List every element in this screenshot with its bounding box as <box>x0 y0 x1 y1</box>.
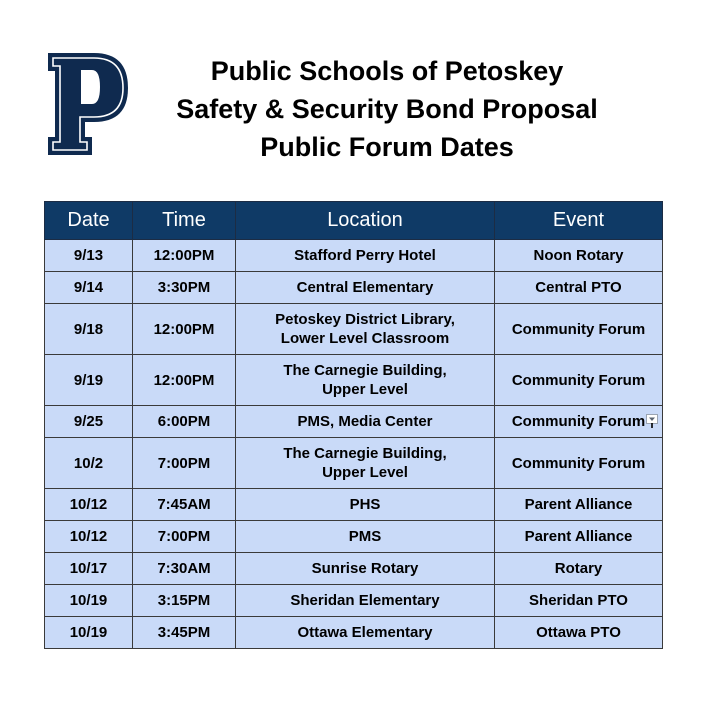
page-title <box>130 52 644 166</box>
title-line-forum-dates: Public Forum Dates <box>260 132 514 162</box>
cell-date: 10/19 <box>45 617 133 649</box>
cell-date: 10/19 <box>45 585 133 617</box>
cell-event: Community Forum <box>495 304 663 355</box>
cell-time: 6:00PM <box>133 406 236 438</box>
cell-event: Community Forum <box>495 355 663 406</box>
header-time: Time <box>133 202 236 240</box>
cell-date: 9/18 <box>45 304 133 355</box>
table-row <box>45 585 663 617</box>
header-event: Event <box>495 202 663 240</box>
cell-event: Sheridan PTO <box>495 585 663 617</box>
cell-event: Ottawa PTO <box>495 617 663 649</box>
cell-time: 12:00PM <box>133 355 236 406</box>
cell-date: 10/12 <box>45 521 133 553</box>
cell-date: 9/13 <box>45 240 133 272</box>
cell-event: Rotary <box>495 553 663 585</box>
cell-location: PMS <box>236 521 495 553</box>
cell-event: Community Forum <box>495 406 663 438</box>
cell-location: PHS <box>236 489 495 521</box>
title-line-proposal: Safety & Security Bond Proposal <box>176 94 598 124</box>
school-logo <box>46 51 130 157</box>
cell-time: 12:00PM <box>133 304 236 355</box>
cell-dropdown-icon[interactable] <box>646 414 658 428</box>
cell-location: Sheridan Elementary <box>236 585 495 617</box>
cell-location: The Carnegie Building, Upper Level <box>236 438 495 489</box>
cell-event: Central PTO <box>495 272 663 304</box>
cell-location: Petoskey District Library, Lower Level Classroom <box>236 304 495 355</box>
table-row <box>45 553 663 585</box>
cell-event: Noon Rotary <box>495 240 663 272</box>
title-line-district: Public Schools of Petoskey <box>210 56 564 86</box>
cell-event: Parent Alliance <box>495 489 663 521</box>
cell-location: Central Elementary <box>236 272 495 304</box>
cell-time: 3:30PM <box>133 272 236 304</box>
cell-event: Parent Alliance <box>495 521 663 553</box>
cell-location: PMS, Media Center <box>236 406 495 438</box>
table-row <box>45 521 663 553</box>
cell-time: 7:45AM <box>133 489 236 521</box>
table-row <box>45 406 663 438</box>
forum-schedule-table <box>44 201 663 649</box>
cell-date: 9/14 <box>45 272 133 304</box>
cell-time: 3:15PM <box>133 585 236 617</box>
cell-date: 10/17 <box>45 553 133 585</box>
header-date: Date <box>45 202 133 240</box>
cell-date: 9/25 <box>45 406 133 438</box>
logo-letter-p-counter <box>81 70 100 104</box>
cell-date: 9/19 <box>45 355 133 406</box>
table-row <box>45 489 663 521</box>
cell-time: 3:45PM <box>133 617 236 649</box>
cell-date: 10/2 <box>45 438 133 489</box>
cell-location: Ottawa Elementary <box>236 617 495 649</box>
cell-date: 10/12 <box>45 489 133 521</box>
header-location: Location <box>236 202 495 240</box>
table-row <box>45 304 663 355</box>
cell-location: The Carnegie Building, Upper Level <box>236 355 495 406</box>
table-row <box>45 240 663 272</box>
cell-event: Community Forum <box>495 438 663 489</box>
table-row <box>45 617 663 649</box>
cell-time: 12:00PM <box>133 240 236 272</box>
table-row <box>45 272 663 304</box>
cell-location: Stafford Perry Hotel <box>236 240 495 272</box>
table-header-row <box>45 202 663 240</box>
cell-location: Sunrise Rotary <box>236 553 495 585</box>
table-row <box>45 355 663 406</box>
cell-time: 7:00PM <box>133 521 236 553</box>
cell-time: 7:00PM <box>133 438 236 489</box>
cell-time: 7:30AM <box>133 553 236 585</box>
table-row <box>45 438 663 489</box>
cell-dropdown-icon-caret <box>651 423 653 428</box>
